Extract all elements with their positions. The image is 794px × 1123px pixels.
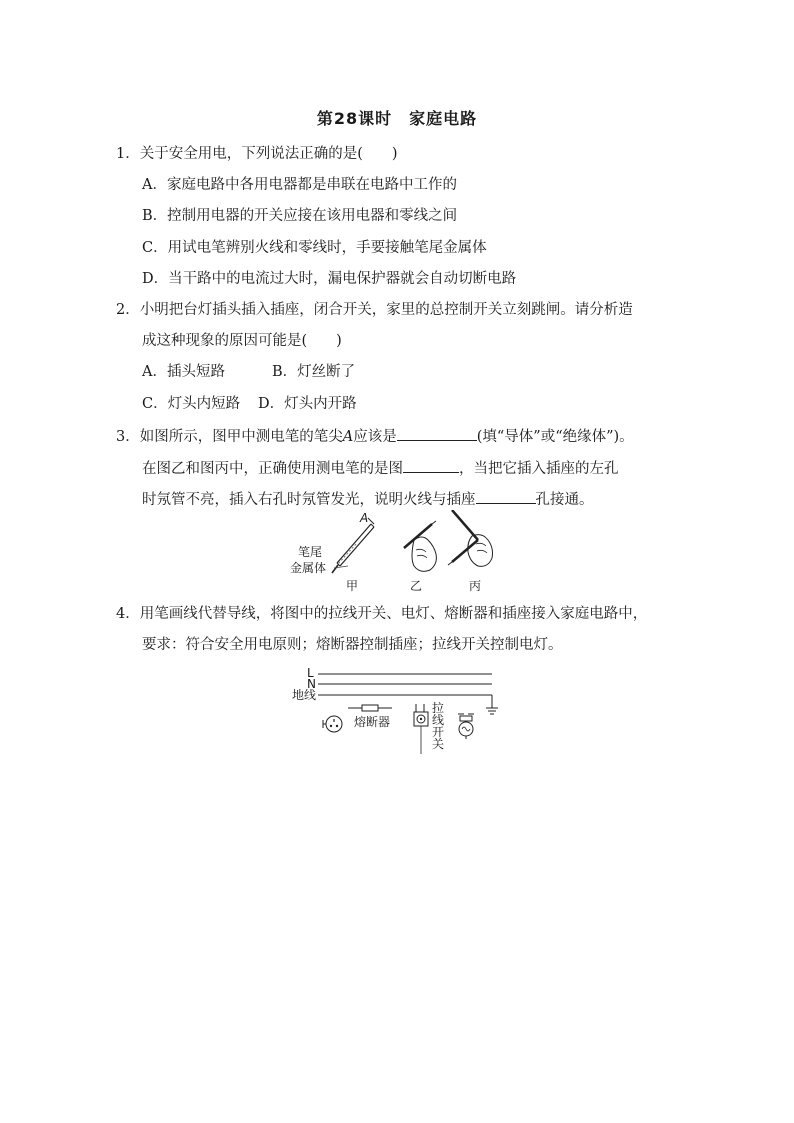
q3-line2-text-b: ，当把它插入插座的左孔 [459,461,619,477]
q1-option-a: A．家庭电路中各用电器都是串联在电路中工作的 [142,177,457,193]
q3-line1-text-b: 应该是 [353,429,397,445]
q3-line3-text-b: 孔接通。 [535,492,594,508]
q2-stem-line2: 成这种现象的原因可能是( ) [142,333,342,349]
q2-option-c: C．灯头内短路 [142,396,241,412]
q3-line1-text-a: 3．如图所示，图甲中测电笔的笔尖 [116,429,343,445]
q2-option-b: B．灯丝断了 [272,364,356,380]
socket-icon[interactable] [323,716,342,732]
q3-line2 [142,457,619,479]
fuse-label: 熔断器 [354,715,391,729]
pull-switch-icon[interactable] [414,704,428,754]
q1-option-b: B．控制用电器的开关应接在该用电器和零线之间 [142,208,458,224]
pen-point-label: A [360,511,369,525]
caption-yi: 乙 [410,579,423,593]
q3-blank-1[interactable] [397,425,477,441]
pen-bing-hand-drawing [448,510,493,566]
q3-blank-3[interactable] [476,488,536,504]
switch-label-1: 拉 [432,701,445,715]
switch-label-2: 线 [432,713,445,727]
pen-tail-label-2: 金属体 [290,561,327,575]
q4-line2: 要求：符合安全用电原则；熔断器控制插座；拉线开关控制电灯。 [142,637,563,653]
light-bulb-icon[interactable] [458,714,474,739]
q2-option-d: D．灯头内开路 [258,396,357,412]
q1-option-c: C．用试电笔辨别火线和零线时，手要接触笔尾金属体 [142,240,487,256]
wire-label-ground: 地线 [292,688,317,702]
wire-label-neutral: N [307,677,316,691]
pen-jia-drawing [332,518,374,573]
pen-tail-label-1: 笔尾 [298,545,323,559]
test-pen-figure [286,510,516,596]
q1-option-d: D．当干路中的电流过大时，漏电保护器就会自动切断电路 [142,271,517,287]
q3-line2-text-a: 在图乙和图丙中，正确使用测电笔的是图 [142,461,403,477]
earth-ground-icon [486,695,498,714]
pen-yi-hand-drawing [404,521,436,571]
q3-line1-text-c: (填“导体”或“绝缘体”)。 [476,429,634,445]
q3-point-var: A [342,429,354,445]
q3-line3 [142,488,594,510]
caption-jia: 甲 [346,579,359,593]
wire-label-live: L [307,666,314,680]
q1-stem: 1．关于安全用电，下列说法正确的是( ) [116,146,398,162]
household-circuit-figure [288,664,508,756]
q4-line1: 4．用笔画线代替导线，将图中的拉线开关、电灯、熔断器和插座接入家庭电路中， [116,606,648,622]
q3-line3-text-a: 时氖管不亮，插入右孔时氖管发光，说明火线与插座 [142,492,476,508]
page-title: 第28课时 家庭电路 [316,109,478,128]
switch-label-4: 关 [432,737,445,751]
q2-stem-line1: 2．小明把台灯插头插入插座，闭合开关，家里的总控制开关立刻跳闸。请分析造 [116,302,633,318]
caption-bing: 丙 [469,579,482,593]
switch-label-3: 开 [432,725,445,739]
q2-option-a: A．插头短路 [142,364,225,380]
q3-blank-2[interactable] [403,457,459,473]
q3-line1 [116,425,634,447]
fuse-icon[interactable] [348,705,392,711]
